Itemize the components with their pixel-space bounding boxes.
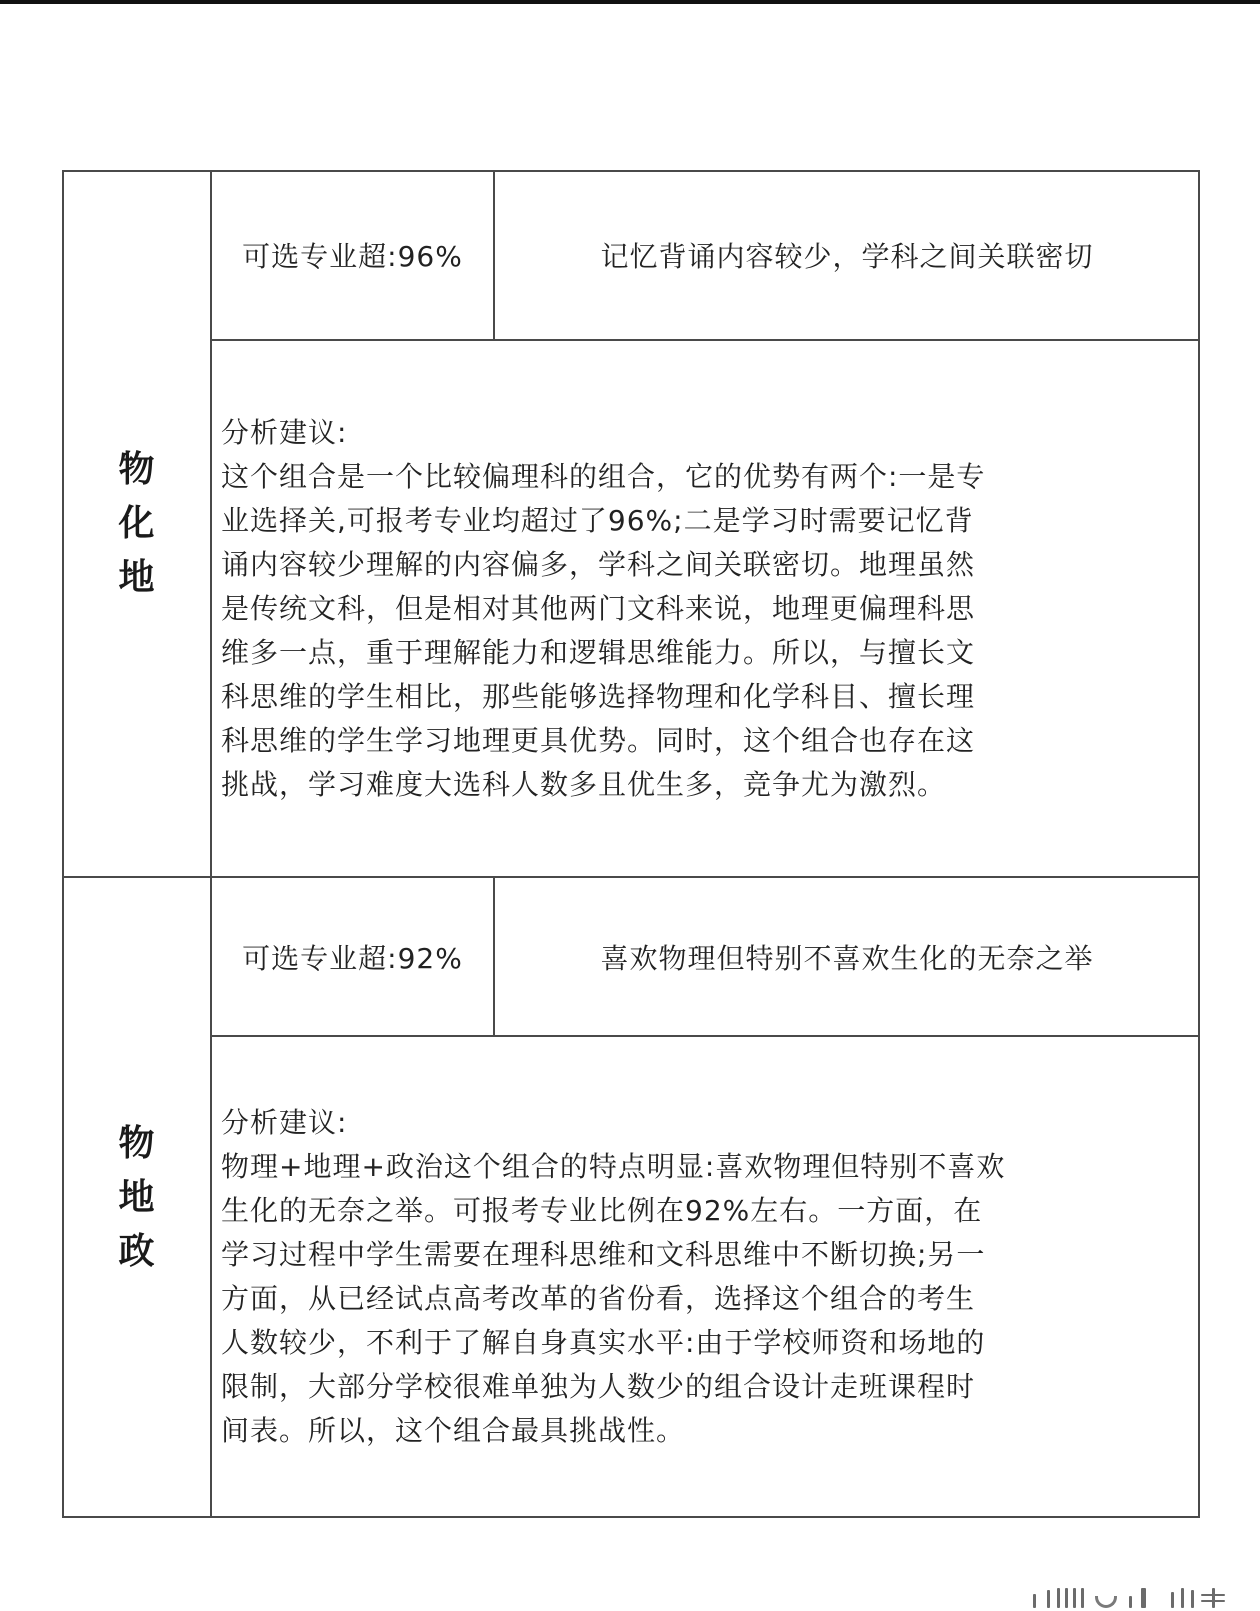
top-edge-bar — [0, 0, 1260, 4]
analysis-line: 科思维的学生学习地理更具优势。同时，这个组合也存在这 — [221, 723, 976, 757]
combination-label: 物地政 — [118, 1122, 155, 1272]
analysis-line: 业选择关,可报考专业均超过了96%;二是学习时需要记忆背 — [221, 503, 974, 537]
watermark-mark — [1033, 1594, 1036, 1608]
watermark-mark — [1065, 1588, 1068, 1608]
analysis-line: 维多一点，重于理解能力和逻辑思维能力。所以，与擅长文 — [221, 635, 976, 669]
analysis-line: 挑战，学习难度大选科人数多且优生多，竞争尤为激烈。 — [221, 767, 947, 801]
row2-summary-cell — [494, 877, 1200, 1036]
row2-major-rate-cell — [211, 877, 494, 1036]
analysis-line: 是传统文科，但是相对其他两门文科来说，地理更偏理科思 — [221, 591, 976, 625]
row1-analysis-cell — [211, 340, 1200, 877]
row2-analysis-cell — [211, 1036, 1200, 1518]
summary-text: 记忆背诵内容较少，学科之间关联密切 — [600, 240, 1094, 273]
major-rate-text: 可选专业超:96% — [242, 240, 463, 273]
analysis-line: 学习过程中学生需要在理科思维和文科思维中不断切换;另一 — [221, 1238, 986, 1271]
row1-summary-cell — [494, 170, 1200, 340]
watermark-mark — [1095, 1596, 1117, 1608]
analysis-line: 诵内容较少理解的内容偏多，学科之间关联密切。地理虽然 — [221, 547, 976, 581]
analysis-title: 分析建议: — [221, 415, 348, 449]
analysis-line: 间表。所以，这个组合最具挑战性。 — [221, 1414, 686, 1447]
row1-major-rate-cell — [211, 170, 494, 340]
analysis-line: 物理+地理+政治这个组合的特点明显:喜欢物理但特别不喜欢 — [221, 1150, 1006, 1183]
analysis-line: 人数较少，不利于了解自身真实水平:由于学校师资和场地的 — [221, 1326, 986, 1359]
row1-label-cell — [62, 170, 211, 877]
combination-label: 物化地 — [118, 448, 155, 598]
summary-text: 喜欢物理但特别不喜欢生化的无奈之举 — [600, 941, 1094, 975]
watermark-mark — [1129, 1596, 1132, 1608]
analysis-line: 生化的无奈之举。可报考专业比例在92%左右。一方面，在 — [221, 1194, 983, 1227]
watermark-mark — [1057, 1588, 1060, 1608]
analysis-line: 这个组合是一个比较偏理科的组合，它的优势有两个:一是专 — [221, 459, 986, 493]
analysis-title: 分析建议: — [221, 1106, 348, 1139]
watermark-mark — [1141, 1588, 1146, 1608]
analysis-line: 限制，大部分学校很难单独为人数少的组合设计走班课程时 — [221, 1370, 976, 1403]
watermark-mark — [1081, 1588, 1084, 1608]
subject-combination-table — [62, 170, 1200, 1518]
watermark-icon — [1033, 1584, 1233, 1610]
watermark-mark — [1073, 1588, 1076, 1608]
watermark-mark — [1047, 1590, 1050, 1608]
major-rate-text: 可选专业超:92% — [242, 941, 463, 975]
watermark-mark — [1171, 1592, 1174, 1608]
row2-label-cell — [62, 877, 211, 1518]
watermark-mark — [1212, 1588, 1215, 1608]
watermark-mark — [1181, 1588, 1184, 1608]
analysis-line: 科思维的学生相比，那些能够选择物理和化学科目、擅长理 — [221, 679, 976, 713]
watermark-mark — [1191, 1590, 1194, 1608]
analysis-line: 方面，从已经试点高考改革的省份看，选择这个组合的考生 — [221, 1282, 976, 1315]
